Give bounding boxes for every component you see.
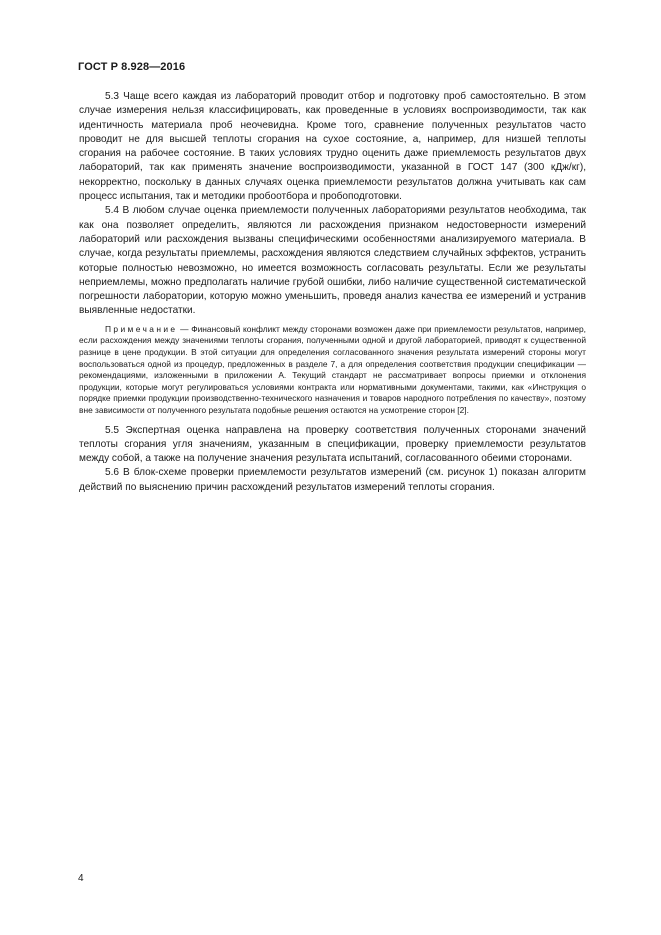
note-block xyxy=(79,324,586,417)
paragraph-5-3: 5.3 Чаще всего каждая из лабораторий проводит отбор и подготовку проб самостоятельно. В этом случае измерения нельзя классифицировать, как проведенные в условиях воспроизводимости, так как идентичность материала проб неочевидна. Кроме того, сравнение полученных результатов часто проводит не для высшей теплоты сгорания на сухое состояние, а, например, для низшей теплоты сгорания на рабочее состояние. В таких условиях трудно оценить даже приемлемость результатов двух лабораторий, так как применять значение воспроизводимости, указанной в ГОСТ 147 (300 кДж/кг), некорректно, поскольку в данных случаях оценка приемлемости результатов должна учитывать как сам процесс испытания, так и методики пробоотбора и пробоподготовки. xyxy=(79,91,586,203)
note-text: — Финансовый конфликт между сторонами возможен даже при приемлемости результатов, например, если расхождения между значениями теплоты сгорания, полученными одной и другой лабораторией, приводят к существенной разнице в цене продукции. В этой ситуации для определения согласованного значения результата измерений стороны могут воспользоваться одной из процедур, предложенных в разделе 7, а для определения соответствия продукции спецификации — рекомендациями, изложенными в приложении А. Текущий стандарт не рассматривает вопросы приемки и отклонения продукции, которые могут регулироваться условиями контракта или нормативными документами, такими, как «Инструкция о порядке приемки продукции производственно-технического назначения и товаров народного потребления по качеству», поэтому вне зависимости от полученного результата подобные решения остаются на усмотрение сторон [2]. xyxy=(79,323,586,415)
document-header: ГОСТ Р 8.928—2016 xyxy=(78,61,186,73)
paragraph-5-5: 5.5 Экспертная оценка направлена на проверку соответствия полученных сторонами значений теплоты сгорания угля значениям, указанным в спецификации, проверку приемлемости результатов между собой, а также на получение значения результата испытаний, согласованного обеими сторонами. xyxy=(79,424,586,465)
note-label: Примечание xyxy=(105,323,178,334)
paragraph-5-6: 5.6 В блок-схеме проверки приемлемости результатов измерений (см. рисунок 1) показан алгоритм действий по выяснению причин расхождений результатов измерений теплоты сгорания. xyxy=(79,467,586,493)
page-number: 4 xyxy=(78,873,84,884)
paragraph-5-4: 5.4 В любом случае оценка приемлемости полученных лабораториями результатов необходима, так как она позволяет определить, являются ли расхождения признаком недостоверности измерений лабораторий или расхождения вызваны специфическими особенностями анализируемого материала. В случае, когда результаты приемлемы, расхождения являются следствием случайных эффектов, устранить которые полностью невозможно, но имеется возможность согласовать результаты. Если же результаты неприемлемы, можно предполагать наличие грубой ошибки, либо наличие существенной систематической погрешности лаборатории, которую можно уменьшить, проведя анализ качества ее измерений и устранив выявленные недостатки. xyxy=(79,205,586,317)
document-body xyxy=(79,90,586,495)
